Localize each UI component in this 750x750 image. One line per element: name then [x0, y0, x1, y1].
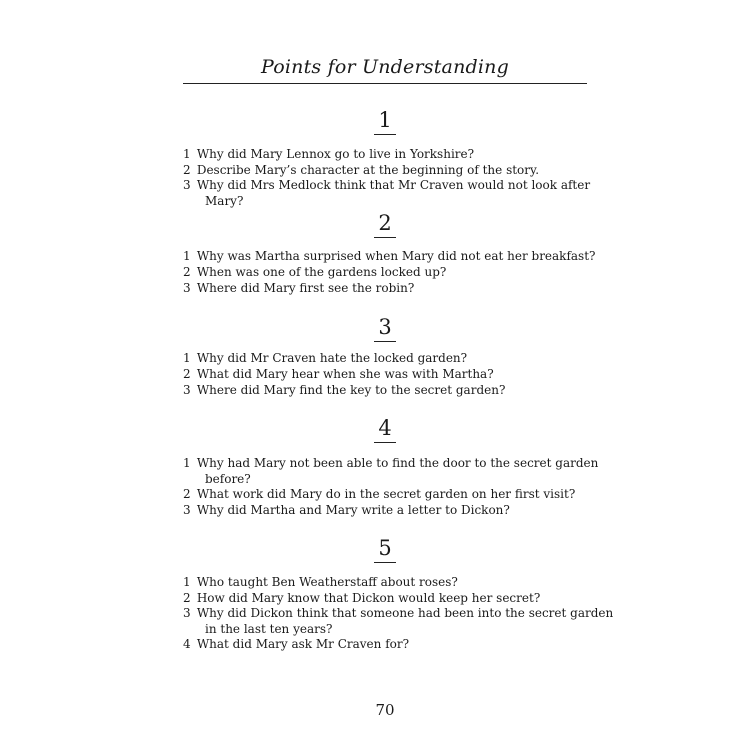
chapter-heading-5 [0, 536, 750, 563]
question-item [183, 367, 603, 383]
question-number: 2 [183, 163, 191, 177]
question-text: When was one of the gardens locked up? [196, 265, 447, 279]
question-number: 3 [183, 383, 191, 397]
title-rule [183, 83, 587, 84]
question-item [183, 503, 603, 519]
question-number: 4 [183, 637, 191, 651]
question-text-continued: Mary? [205, 193, 244, 208]
question-number: 1 [183, 147, 191, 161]
question-text: Why did Dickon think that someone had been into the secret garden [196, 606, 614, 620]
question-text-continued: before? [205, 471, 251, 486]
page-title: Points for Understanding [261, 56, 509, 78]
question-text: How did Mary know that Dickon would keep her secret? [196, 591, 541, 605]
question-item [183, 249, 603, 265]
question-number: 2 [183, 265, 191, 279]
question-text: What did Mary hear when she was with Martha? [196, 367, 494, 381]
question-item [183, 281, 603, 297]
question-text: Why was Martha surprised when Mary did not eat her breakfast? [196, 249, 596, 263]
question-item [183, 456, 603, 487]
question-number: 2 [183, 367, 191, 381]
chapter-number: 3 [374, 315, 395, 342]
question-number: 1 [183, 456, 191, 470]
chapter-number: 1 [374, 108, 395, 135]
question-text: Why did Mary Lennox go to live in Yorkshire? [196, 147, 475, 161]
question-number: 3 [183, 178, 191, 192]
question-text: Where did Mary find the key to the secret garden? [196, 383, 506, 397]
question-item [183, 147, 603, 163]
chapter-heading-4 [0, 416, 750, 443]
question-item [183, 351, 603, 367]
question-item [183, 383, 603, 399]
chapter-number: 4 [374, 416, 395, 443]
chapter-number: 5 [374, 536, 395, 563]
question-text: What did Mary ask Mr Craven for? [196, 637, 410, 651]
question-item [183, 163, 603, 179]
question-text: Describe Mary’s character at the beginning of the story. [196, 163, 540, 177]
chapter-heading-3 [0, 315, 750, 342]
question-number: 2 [183, 591, 191, 605]
page-number: 70 [375, 701, 395, 719]
question-text: Why had Mary not been able to find the door to the secret garden [196, 456, 599, 470]
question-item [183, 637, 603, 653]
question-text-continued: in the last ten years? [205, 621, 333, 636]
question-text: Where did Mary first see the robin? [196, 281, 415, 295]
question-number: 3 [183, 281, 191, 295]
question-number: 3 [183, 606, 191, 620]
question-item [183, 265, 603, 281]
chapter-heading-2 [0, 211, 750, 238]
question-text: Who taught Ben Weatherstaff about roses? [196, 575, 458, 589]
question-text: Why did Martha and Mary write a letter to Dickon? [196, 503, 510, 517]
chapter-heading-1 [0, 108, 750, 135]
question-number: 3 [183, 503, 191, 517]
question-text: Why did Mr Craven hate the locked garden? [196, 351, 468, 365]
question-item [183, 178, 603, 209]
question-text: Why did Mrs Medlock think that Mr Craven would not look after [196, 178, 591, 192]
question-item [183, 591, 603, 607]
chapter-number: 2 [374, 211, 395, 238]
question-number: 1 [183, 249, 191, 263]
question-number: 2 [183, 487, 191, 501]
question-item [183, 575, 603, 591]
question-text: What work did Mary do in the secret garden on her first visit? [196, 487, 576, 501]
question-item [183, 606, 614, 637]
question-number: 1 [183, 351, 191, 365]
question-number: 1 [183, 575, 191, 589]
question-item [183, 487, 603, 503]
